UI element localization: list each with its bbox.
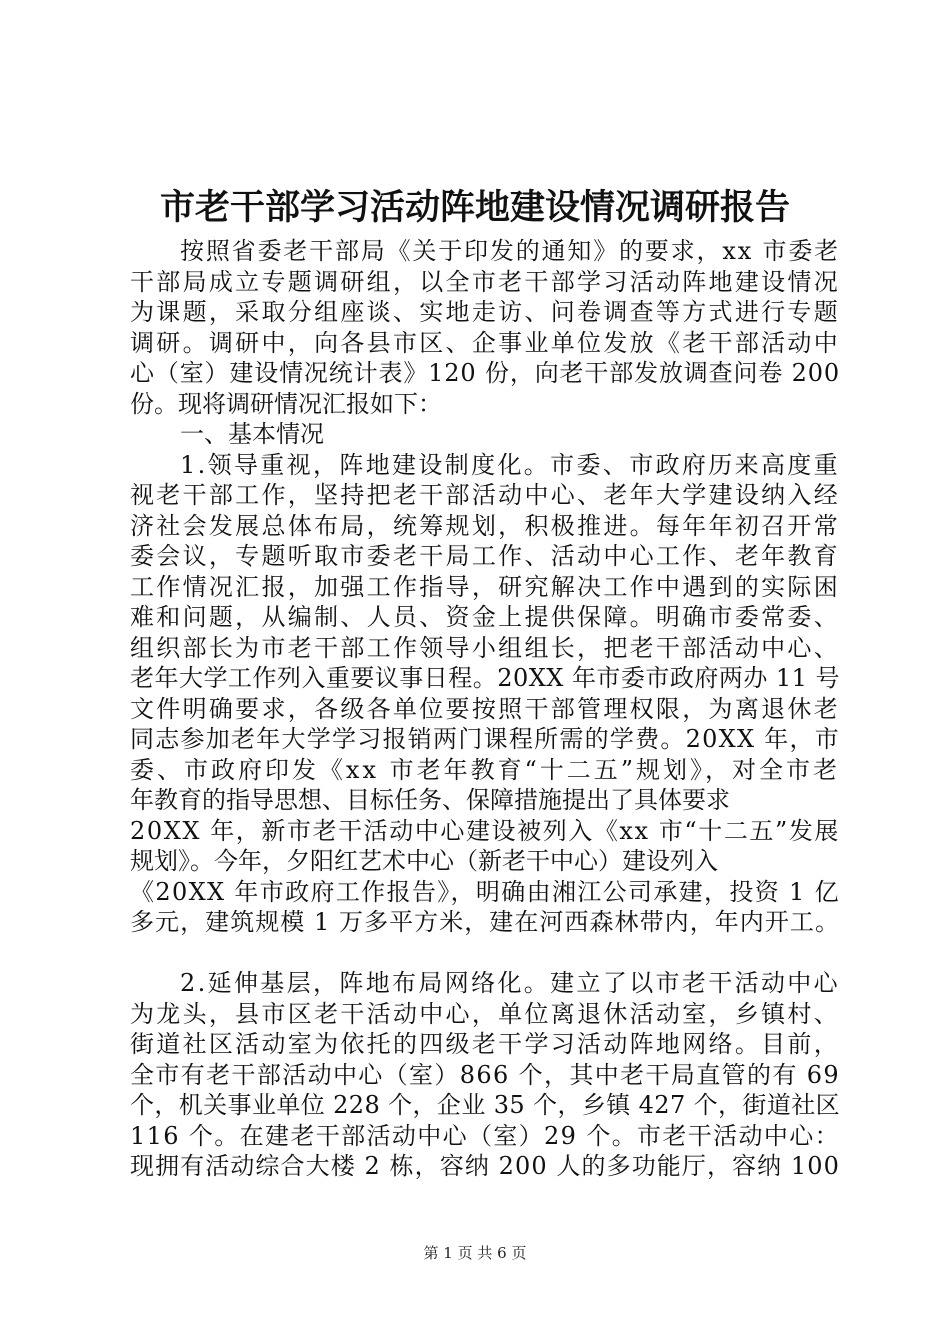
text-line: 按照省委老干部局《关于印发的通知》的要求，xx 市委老	[180, 237, 840, 265]
text-line: 干部局成立专题调研组，以全市老干部学习活动阵地建设情况	[130, 267, 840, 296]
text-line: 街道社区活动室为依托的四级老干学习活动阵地网络。目前，	[130, 1030, 840, 1058]
text-line: 为课题，采取分组座谈、实地走访、问卷调查等方式进行专题	[130, 298, 840, 326]
text-line: 多元，建筑规模 1 万多平方米，建在河西森林带内，年内开工。	[130, 908, 840, 936]
text-line: 老年大学工作列入重要议事日程。20XX 年市委市政府两办 11 号	[130, 664, 840, 692]
text-line: 济社会发展总体布局，统筹规划，积极推进。每年年初召开常	[130, 511, 840, 540]
page-footer: 第 1 页 共 6 页	[423, 1244, 527, 1262]
text-line: 1.领导重视，阵地建设制度化。市委、市政府历来高度重	[180, 450, 840, 479]
text-line: 份。现将调研情况汇报如下：	[130, 389, 442, 418]
document-body	[130, 236, 840, 1182]
text-line: 视老干部工作，坚持把老干部活动中心、老年大学建设纳入经	[130, 481, 840, 509]
text-line: 工作情况汇报，加强工作指导，研究解决工作中遇到的实际困	[130, 572, 840, 601]
document-title: 市老干部学习活动阵地建设情况调研报告	[159, 187, 790, 228]
text-line: 个，机关事业单位 228 个，企业 35 个，乡镇 427 个，街道社区	[130, 1091, 840, 1119]
text-line: 同志参加老年大学学习报销两门课程所需的学费。20XX 年，市	[130, 725, 840, 753]
text-line: 年教育的指导思想、目标任务、保障措施提出了具体要求	[130, 786, 730, 814]
text-line: 一、基本情况	[180, 420, 324, 448]
text-line: 组织部长为市老干部工作领导小组组长，把老干部活动中心、	[130, 633, 840, 662]
text-line: 规划》。今年，夕阳红艺术中心（新老干中心）建设列入	[130, 847, 718, 875]
text-line: 116 个。在建老干部活动中心（室）29 个。市老干活动中心：	[130, 1121, 840, 1150]
text-line: 调研。调研中，向各县市区、企事业单位发放《老干部活动中	[130, 328, 840, 357]
text-line: 心（室）建设情况统计表》120 份，向老干部发放调查问卷 200	[130, 359, 840, 387]
text-line: 2.延伸基层，阵地布局网络化。建立了以市老干活动中心	[180, 969, 840, 997]
text-line: 全市有老干部活动中心（室）866 个，其中老干局直管的有 69	[130, 1060, 840, 1089]
text-line: 20XX 年，新市老干活动中心建设被列入《xx 市“十二五”发展	[130, 816, 840, 845]
text-line: 为龙头，县市区老干活动中心，单位离退休活动室，乡镇村、	[130, 999, 840, 1028]
text-line: 现拥有活动综合大楼 2 栋，容纳 200 人的多功能厅，容纳 100	[130, 1152, 840, 1180]
text-line: 《20XX 年市政府工作报告》，明确由湘江公司承建，投资 1 亿	[130, 877, 840, 906]
text-line: 委、市政府印发《xx 市老年教育“十二五”规划》，对全市老	[130, 755, 840, 784]
blank-line	[130, 938, 840, 969]
text-line: 委会议，专题听取市委老干局工作、活动中心工作、老年教育	[130, 542, 840, 570]
text-line: 难和问题，从编制、人员、资金上提供保障。明确市委常委、	[130, 603, 840, 631]
text-line: 文件明确要求，各级各单位要按照干部管理权限，为离退休老	[130, 694, 840, 723]
